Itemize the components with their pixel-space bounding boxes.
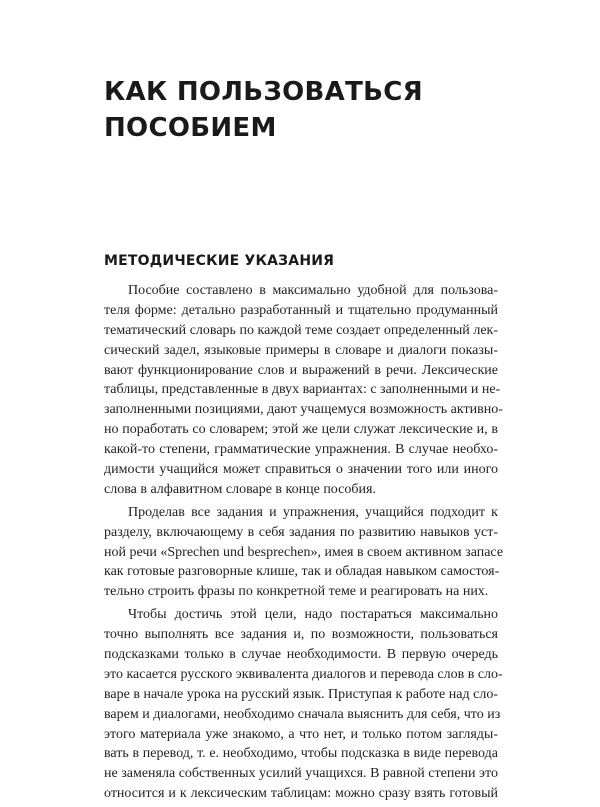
text-line: это касается русского эквивалента диалогов и перевода слов в сло- xyxy=(104,666,503,682)
text-line: тельно строить фразы по конкретной теме и реагировать на них. xyxy=(104,584,489,600)
text-line: слова в алфавитном словаре в конце пособия. xyxy=(104,481,376,497)
text-line: вать в перевод, т. е. необходимо, чтобы подсказка в виде перевода xyxy=(104,746,498,762)
text-line: но поработать со словарем; этой же цели служат лексические и, в xyxy=(104,422,498,438)
text-line: разделу, включающему в себя задания по развитию навыков уст- xyxy=(104,524,498,540)
text-line: этого материала уже знакомо, а что нет, и только потом загляды- xyxy=(104,726,498,742)
text-line: как готовые разговорные клише, так и обладая навыком самостоя- xyxy=(104,564,500,580)
text-line: какой-то степени, грамматические упражнения. В случае необхо- xyxy=(104,442,498,458)
text-line: Чтобы достичь этой цели, надо постараться максимально xyxy=(128,607,498,623)
text-line: димости учащийся может справиться о значении того или иного xyxy=(104,462,498,478)
text-line: Проделав все задания и упражнения, учащийся подходит к xyxy=(128,504,498,520)
paragraph xyxy=(104,503,504,602)
text-line: варем и диалогами, необходимо сначала выяснить для себя, что из xyxy=(104,706,501,722)
chapter-title-line-1: КАК ПОЛЬЗОВАТЬСЯ xyxy=(104,77,423,107)
text-line: точно выполнять все задания и, по возможности, пользоваться xyxy=(104,627,498,643)
text-line: ной речи «Sprechen und besprechen», имея в своем активном запасе xyxy=(104,544,504,560)
section-heading: МЕТОДИЧЕСКИЕ УКАЗАНИЯ xyxy=(104,253,335,269)
text-line: Пособие составлено в максимально удобной для пользова- xyxy=(128,283,498,298)
text-line: варе в начале урока на русский язык. Приступая к работе над сло- xyxy=(104,686,498,702)
text-line: тематический словарь по каждой теме создает определенный лек- xyxy=(104,322,498,338)
paragraph xyxy=(104,281,503,500)
text-line: вают функционирование слов и выражений в речи. Лексические xyxy=(104,362,498,378)
text-line: подсказками только в случае необходимости. В первую очередь xyxy=(104,647,498,663)
chapter-title-line-2: ПОСОБИЕМ xyxy=(104,113,277,143)
text-line: таблицы, представленные в двух вариантах: с заполненными и не- xyxy=(104,382,501,398)
text-line: теля форме: детально разработанный и тщательно продуманный xyxy=(104,302,498,318)
text-line: заполненными позициями, дают учащемуся возможность активно- xyxy=(104,402,503,418)
chapter-title xyxy=(104,74,524,146)
text-line: сический задел, языковые примеры в словаре и диалоги показы- xyxy=(104,342,498,358)
body-text xyxy=(104,281,504,807)
text-line: относится и к лексическим таблицам: можно сразу взять готовый xyxy=(104,786,498,802)
paragraph xyxy=(104,605,503,804)
text-line: не заменяла собственных усилий учащихся. В равной степени это xyxy=(104,766,498,782)
